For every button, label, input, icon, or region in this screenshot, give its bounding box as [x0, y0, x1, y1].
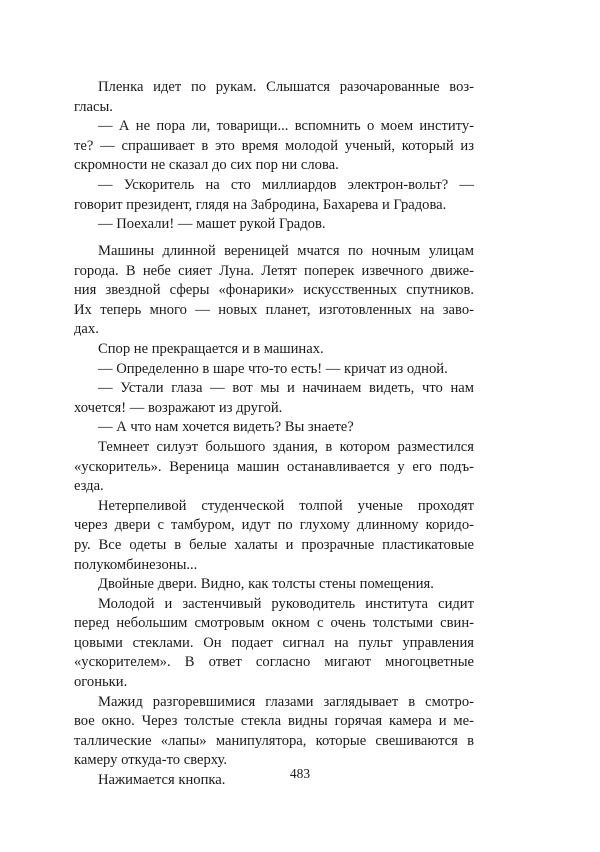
text-line: камеру откуда-то сверху.	[74, 752, 228, 769]
text-line: Их теперь много — новых планет, изготовленных на заво-	[74, 301, 474, 318]
text-line: хочется! — возражают из другой.	[74, 399, 283, 416]
text-line: те? — спрашивает в это время молодой ученый, который из	[74, 137, 474, 154]
text-line: ру. Все одеты в белые халаты и прозрачные пластикатовые	[74, 536, 474, 553]
text-line: «ускоритель». Вереница машин останавливается у его подъ-	[74, 458, 474, 475]
page-number: 483	[289, 766, 311, 781]
text-line: гласы.	[74, 98, 113, 115]
text-line: ния звездной сферы «фонарики» искусственных спутников.	[74, 282, 474, 299]
text-line: Пленка идет по рукам. Слышатся разочарованные воз-	[98, 79, 474, 95]
text-line: — Устали глаза — вот мы и начинаем видеть, что нам	[98, 380, 474, 397]
text-line: дах.	[74, 321, 99, 338]
text-line: цовыми стеклами. Он подает сигнал на пульт управления	[74, 634, 474, 651]
text-line: перед небольшим смотровым окном с очень толстыми свин-	[74, 615, 474, 632]
text-line: Молодой и застенчивый руководитель института сидит	[98, 595, 474, 612]
text-section-1	[74, 78, 474, 235]
text-line: Спор не прекращается и в машинах.	[98, 340, 324, 357]
text-line: вое окно. Через толстые стекла видны горячая камера и ме-	[74, 713, 474, 730]
text-line: — Ускоритель на сто миллиардов электрон-вольт? —	[98, 176, 474, 193]
text-line: Нетерпеливой студенческой толпой ученые проходят	[98, 497, 474, 514]
text-line: — Поехали! — машет рукой Градов.	[98, 216, 326, 233]
text-line: «ускорителем». В ответ согласно мигают многоцветные	[74, 654, 474, 671]
text-line: города. В небе сияет Луна. Летят поперек извечного движе-	[74, 262, 474, 279]
text-line: — А что нам хочется видеть? Вы знаете?	[98, 419, 354, 436]
text-section-2	[74, 242, 474, 791]
text-line: говорит президент, глядя на Забродина, Бахарева и Градова.	[74, 196, 447, 213]
text-line: Мажид разгоревшимися глазами заглядывает в смотро-	[98, 693, 474, 710]
text-line: полукомбинезоны...	[74, 556, 198, 573]
text-line: Двойные двери. Видно, как толсты стены помещения.	[98, 576, 434, 593]
text-line: огоньки.	[74, 674, 128, 691]
text-line: — Определенно в шаре что-то есть! — кричат из одной.	[98, 360, 448, 377]
text-line: скромности не сказал до сих пор ни слова.	[74, 157, 339, 174]
text-line: — А не пора ли, товарищи... вспомнить о моем институ-	[98, 118, 474, 135]
text-line: Машины длинной вереницей мчатся по ночным улицам	[98, 243, 474, 259]
text-line: Темнеет силуэт большого здания, в котором разместился	[98, 438, 474, 455]
text-line: таллические «лапы» манипулятора, которые свешиваются в	[74, 732, 474, 749]
text-line: через двери с тамбуром, идут по глухому длинному коридо-	[74, 517, 474, 534]
text-line: Нажимается кнопка.	[98, 772, 226, 789]
text-line: езда.	[74, 478, 104, 495]
